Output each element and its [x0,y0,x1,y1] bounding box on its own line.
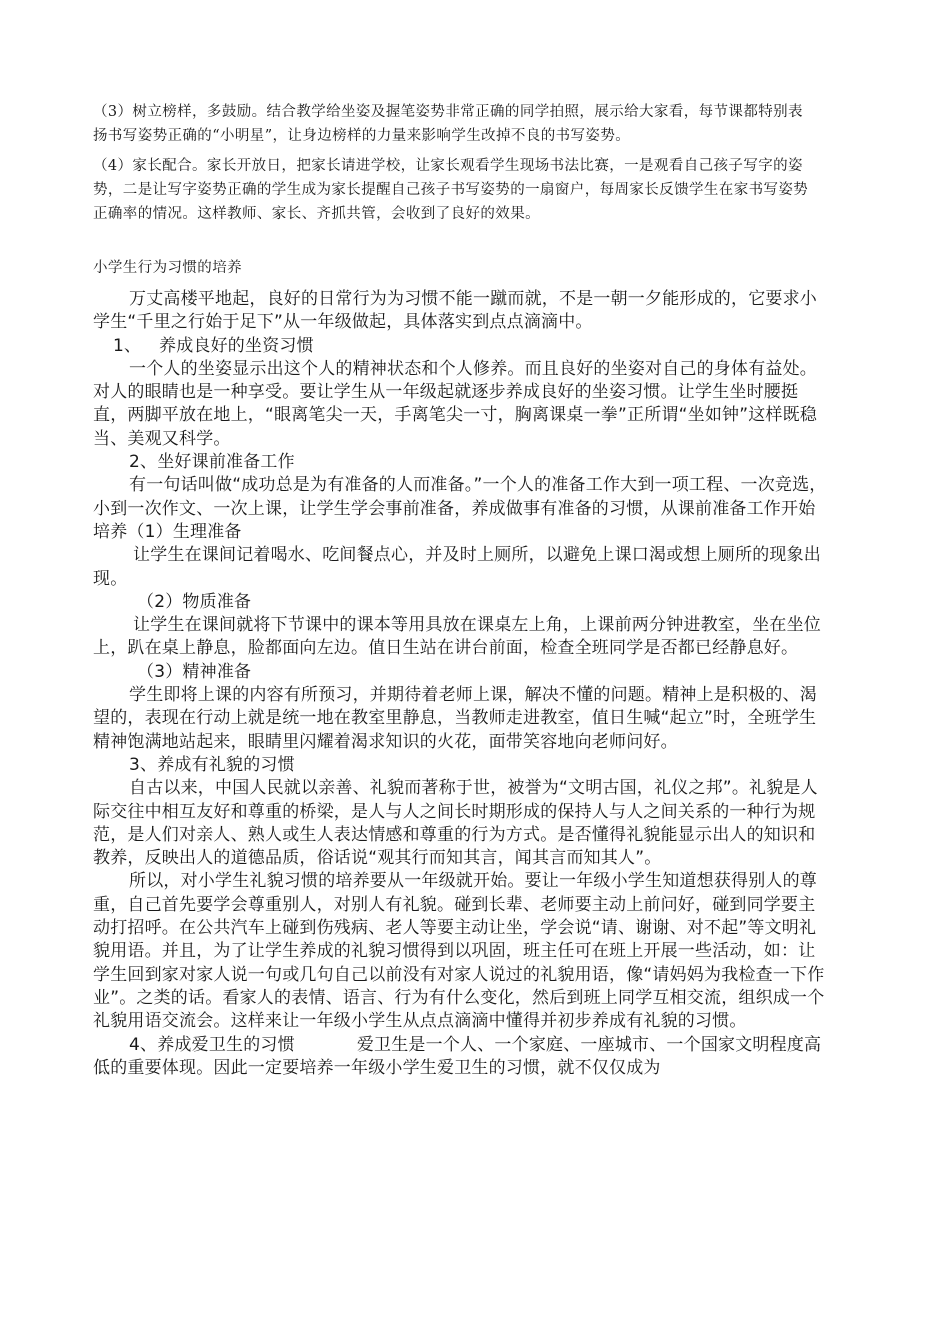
heading-mental: （3）精神准备 [137,661,252,682]
heading-text: 养成良好的坐资习惯 [159,335,314,356]
paragraph-parents: （4）家长配合。家长开放日，把家长请进学校，让家长观看学生现场书法比赛，一是观看自己孩子写字的姿势，二是让写字姿势正确的学生成为家长提醒自己孩子书写姿势的一扇窗户，每周家长反馈学生在家书写姿势正确率的情况。这样教师、家长、齐抓共管，会收到了良好的效果。 [93,158,809,222]
paragraph-hygiene [93,1034,828,1081]
paragraph-politeness-2: 所以，对小学生礼貌习惯的培养要从一年级就开始。要让一年级小学生知道想获得别人的尊重，自己首先要学会尊重别人，对别人有礼貌。碰到长辈、老师要主动上前问好，碰到同学要主动打招呼。在公共汽车上碰到伤残病、老人等要主动让坐，学会说“请、谢谢、对不起”等文明礼貌用语。并且，为了让学生养成的礼貌习惯得到以巩固，班主任可在班上开展一些活动，如：让学生回到家对家人说一句或几句自己以前没有对家人说过的礼貌用语，像“请妈妈为我检查一下作业”。之类的话。看家人的表情、语言、行为有什么变化，然后到班上同学互相交流，组织成一个礼貌用语交流会。这样来让一年级小学生从点点滴滴中懂得并初步养成有礼貌的习惯。 [93,871,825,1032]
section-title: 小学生行为习惯的培养 [93,260,242,276]
paragraph-mental: 学生即将上课的内容有所预习，并期待着老师上课，解决不懂的问题。精神上是积极的、渴望的，表现在行动上就是统一地在教室里静息，当教师走进教室，值日生喊“起立”时，全班学生精神饱满地站起来，眼睛里闪耀着渴求知识的火花，面带笑容地向老师问好。 [93,685,817,752]
heading-sitting-habit [93,335,828,358]
top-section [93,100,813,226]
paragraph-physiological: 让学生在课间记着喝水、吃间餐点心，并及时上厕所，以避免上课口渴或想上厕所的现象出现。 [93,545,821,589]
paragraph-preparation: 有一句话叫做“成功总是为有准备的人而准备。”一个人的准备工作大到一项工程、一次竞选，小到一次作文、一次上课，让学生学会事前准备，养成做事有准备的习惯，从课前准备工作开始培养（1）生理准备 [93,475,827,542]
paragraph-material: 让学生在课间就将下节课中的课本等用具放在课桌左上角，上课前两分钟进教室，坐在坐位上，趴在桌上静息，脸都面向左边。值日生站在讲台前面，检查全班同学是否都已经静息好。 [93,615,821,659]
main-body [93,288,828,1080]
heading-material: （2）物质准备 [137,591,252,612]
paragraph-sitting: 一个人的坐姿显示出这个人的精神状态和个人修养。而且良好的坐姿对自己的身体有益处。对人的眼睛也是一种享受。要让学生从一年级起就逐步养成良好的坐姿习惯。让学生坐时腰挺直，两脚平放在地上，“眼离笔尖一天，手离笔尖一寸，胸离课桌一拳”正所谓“坐如钟”这样既稳当、美观又科学。 [93,358,818,449]
intro-paragraph: 万丈高楼平地起，良好的日常行为为习惯不能一蹴而就，不是一朝一夕能形成的，它要求小学生“千里之行始于足下”从一年级做起，具体落实到点点滴滴中。 [93,289,817,333]
heading-preparation: 2、坐好课前准备工作 [129,452,295,473]
heading-number: 1、 [113,335,142,356]
paragraph-role-model: （3）树立榜样，多鼓励。结合教学给坐姿及握笔姿势非常正确的同学拍照，展示给大家看，每节课都特别表扬书写姿势正确的“小明星”，让身边榜样的力量来影响学生改掉不良的书写姿势。 [93,104,803,144]
heading-hygiene: 4、养成爱卫生的习惯 [129,1034,295,1055]
paragraph-hygiene-text: 爱卫生是一个人、一个家庭、一座城市、一个国家文明程度高低的重要体现。因此一定要培养一年级小学生爱卫生的习惯，就不仅仅成为 [93,1034,822,1078]
paragraph-politeness-1: 自古以来，中国人民就以亲善、礼貌而著称于世，被誉为“文明古国，礼仪之邦”。礼貌是人际交往中相互友好和尊重的桥梁，是人与人之间长时期形成的保持人与人之间关系的一种行为规范，是人们对亲人、熟人或生人表达情感和尊重的行为方式。是否懂得礼貌能显示出人的知识和教养，反映出人的道德品质，俗话说“观其行而知其言，闻其言而知其人”。 [93,778,818,869]
heading-politeness: 3、养成有礼貌的习惯 [129,754,295,775]
